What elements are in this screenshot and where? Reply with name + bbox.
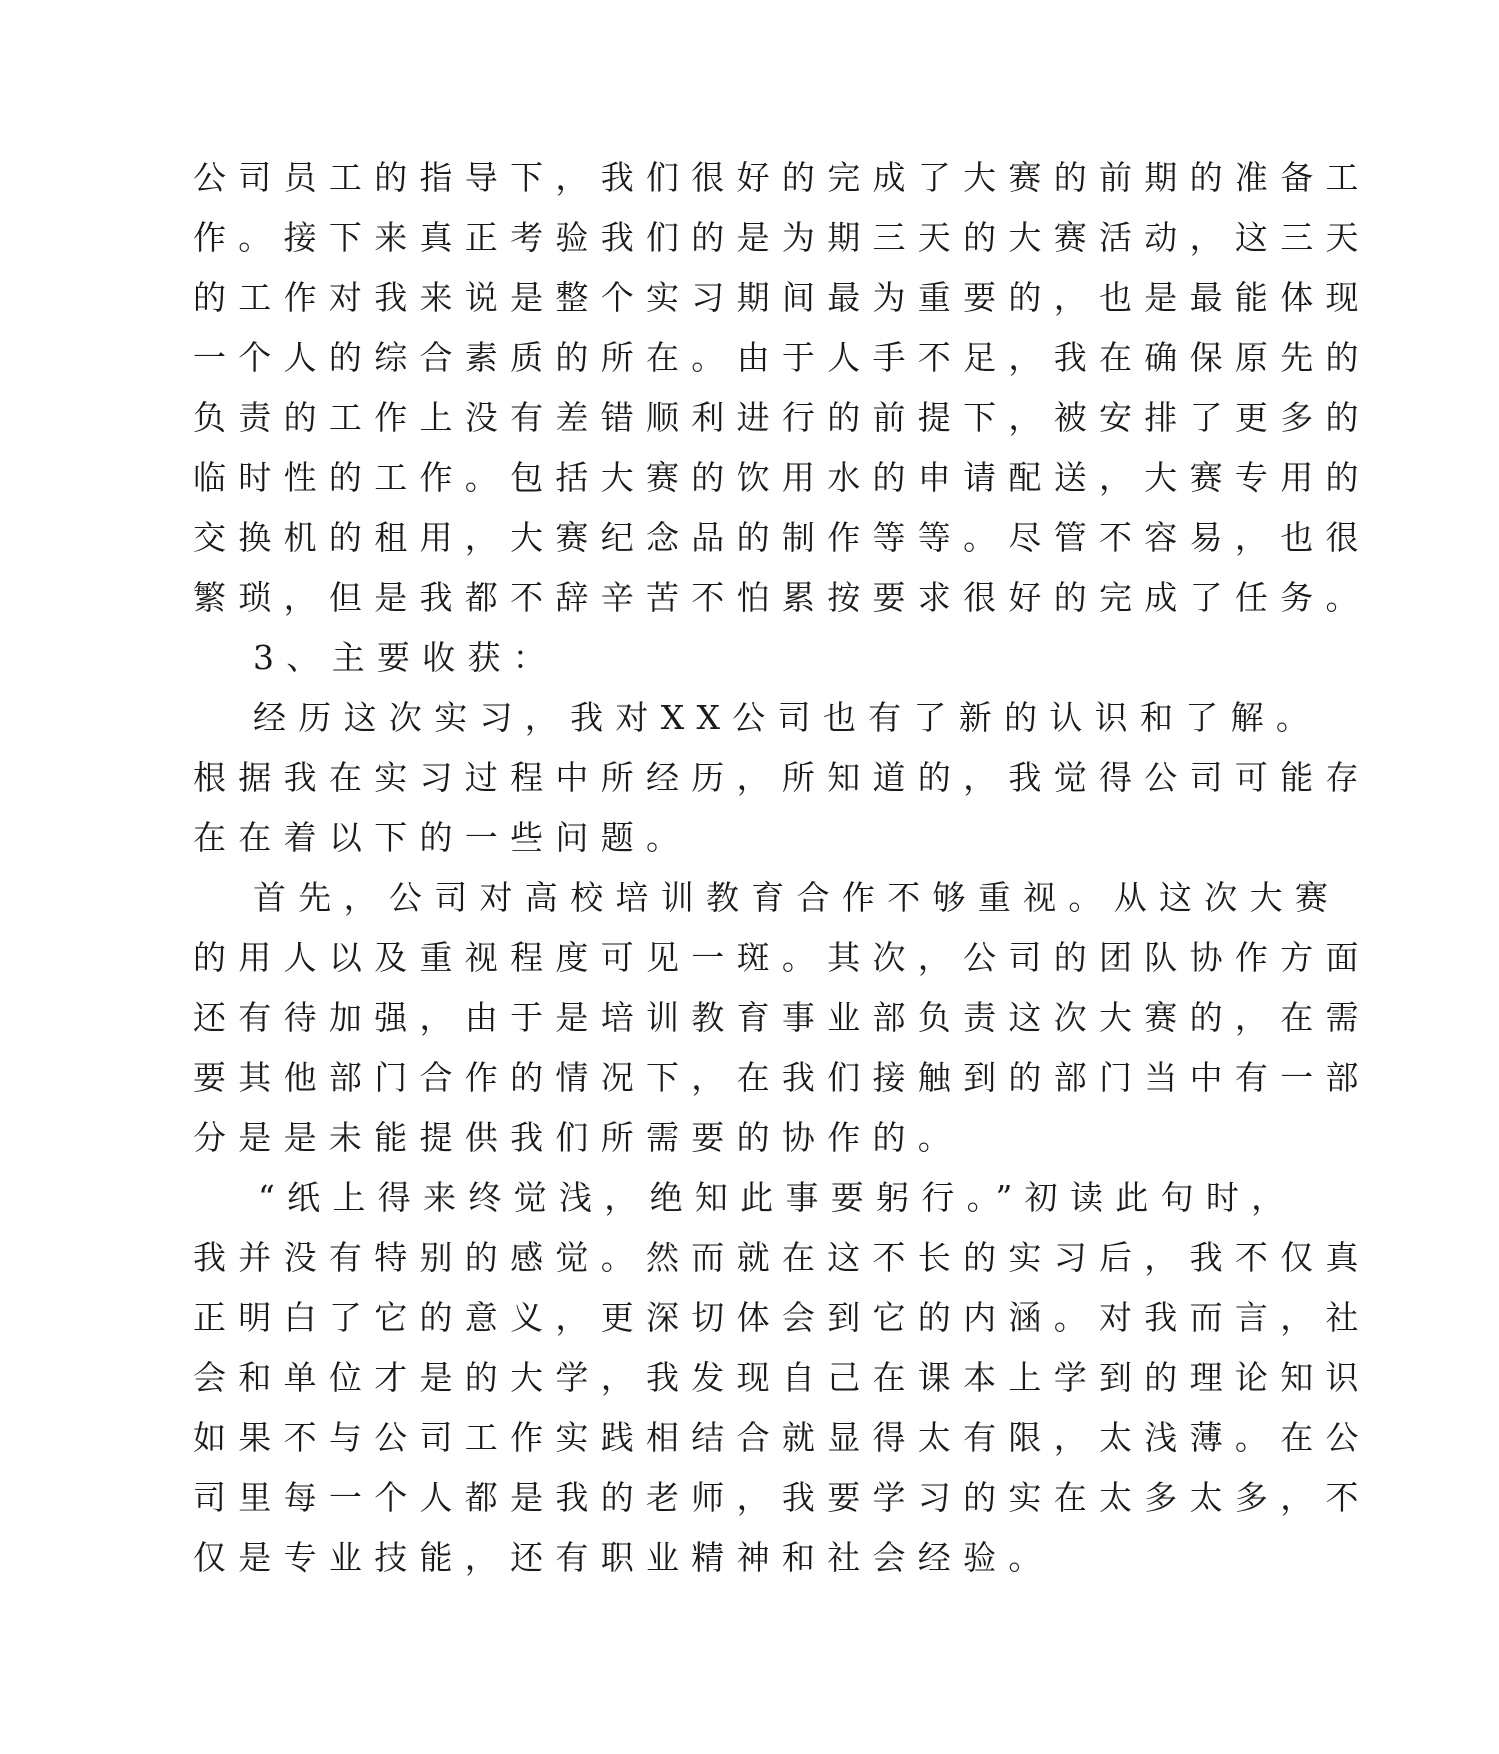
text-line: 一个人的综合素质的所在。由于人手不足，我在确保原先的	[193, 338, 1371, 377]
text-line: 作。接下来真正考验我们的是为期三天的大赛活动，这三天	[193, 218, 1371, 257]
text-line: 根据我在实习过程中所经历，所知道的，我觉得公司可能存	[193, 758, 1371, 797]
text-line: 要其他部门合作的情况下，在我们接触到的部门当中有一部	[193, 1058, 1371, 1097]
text-line: 首先，公司对高校培训教育合作不够重视。从这次大赛	[253, 878, 1341, 917]
text-line: 交换机的租用，大赛纪念品的制作等等。尽管不容易，也很	[193, 518, 1371, 557]
text-line: 还有待加强，由于是培训教育事业部负责这次大赛的，在需	[193, 998, 1371, 1037]
text-line: 公司员工的指导下，我们很好的完成了大赛的前期的准备工	[193, 158, 1371, 197]
text-line: 负责的工作上没有差错顺利进行的前提下，被安排了更多的	[193, 398, 1371, 437]
section-heading: 3、主要收获：	[253, 638, 559, 677]
text-line: 在在着以下的一些问题。	[193, 818, 692, 857]
text-line: “纸上得来终觉浅，绝知此事要躬行。”初读此句时，	[258, 1178, 1297, 1217]
text-line: 繁琐，但是我都不辞辛苦不怕累按要求很好的完成了任务。	[193, 578, 1371, 617]
text-line: 会和单位才是的大学，我发现自己在课本上学到的理论知识	[193, 1358, 1371, 1397]
text-line: 正明白了它的意义，更深切体会到它的内涵。对我而言，社	[193, 1298, 1371, 1337]
text-line: 经历这次实习，我对XX公司也有了新的认识和了解。	[253, 698, 1322, 737]
text-line: 分是是未能提供我们所需要的协作的。	[193, 1118, 964, 1157]
text-line: 司里每一个人都是我的老师，我要学习的实在太多太多，不	[193, 1478, 1371, 1517]
text-line: 的工作对我来说是整个实习期间最为重要的，也是最能体现	[193, 278, 1371, 317]
text-line: 的用人以及重视程度可见一斑。其次，公司的团队协作方面	[193, 938, 1371, 977]
text-line: 我并没有特别的感觉。然而就在这不长的实习后，我不仅真	[193, 1238, 1371, 1277]
text-line: 仅是专业技能，还有职业精神和社会经验。	[193, 1538, 1054, 1577]
text-line: 如果不与公司工作实践相结合就显得太有限，太浅薄。在公	[193, 1418, 1371, 1457]
text-line: 临时性的工作。包括大赛的饮用水的申请配送，大赛专用的	[193, 458, 1371, 497]
